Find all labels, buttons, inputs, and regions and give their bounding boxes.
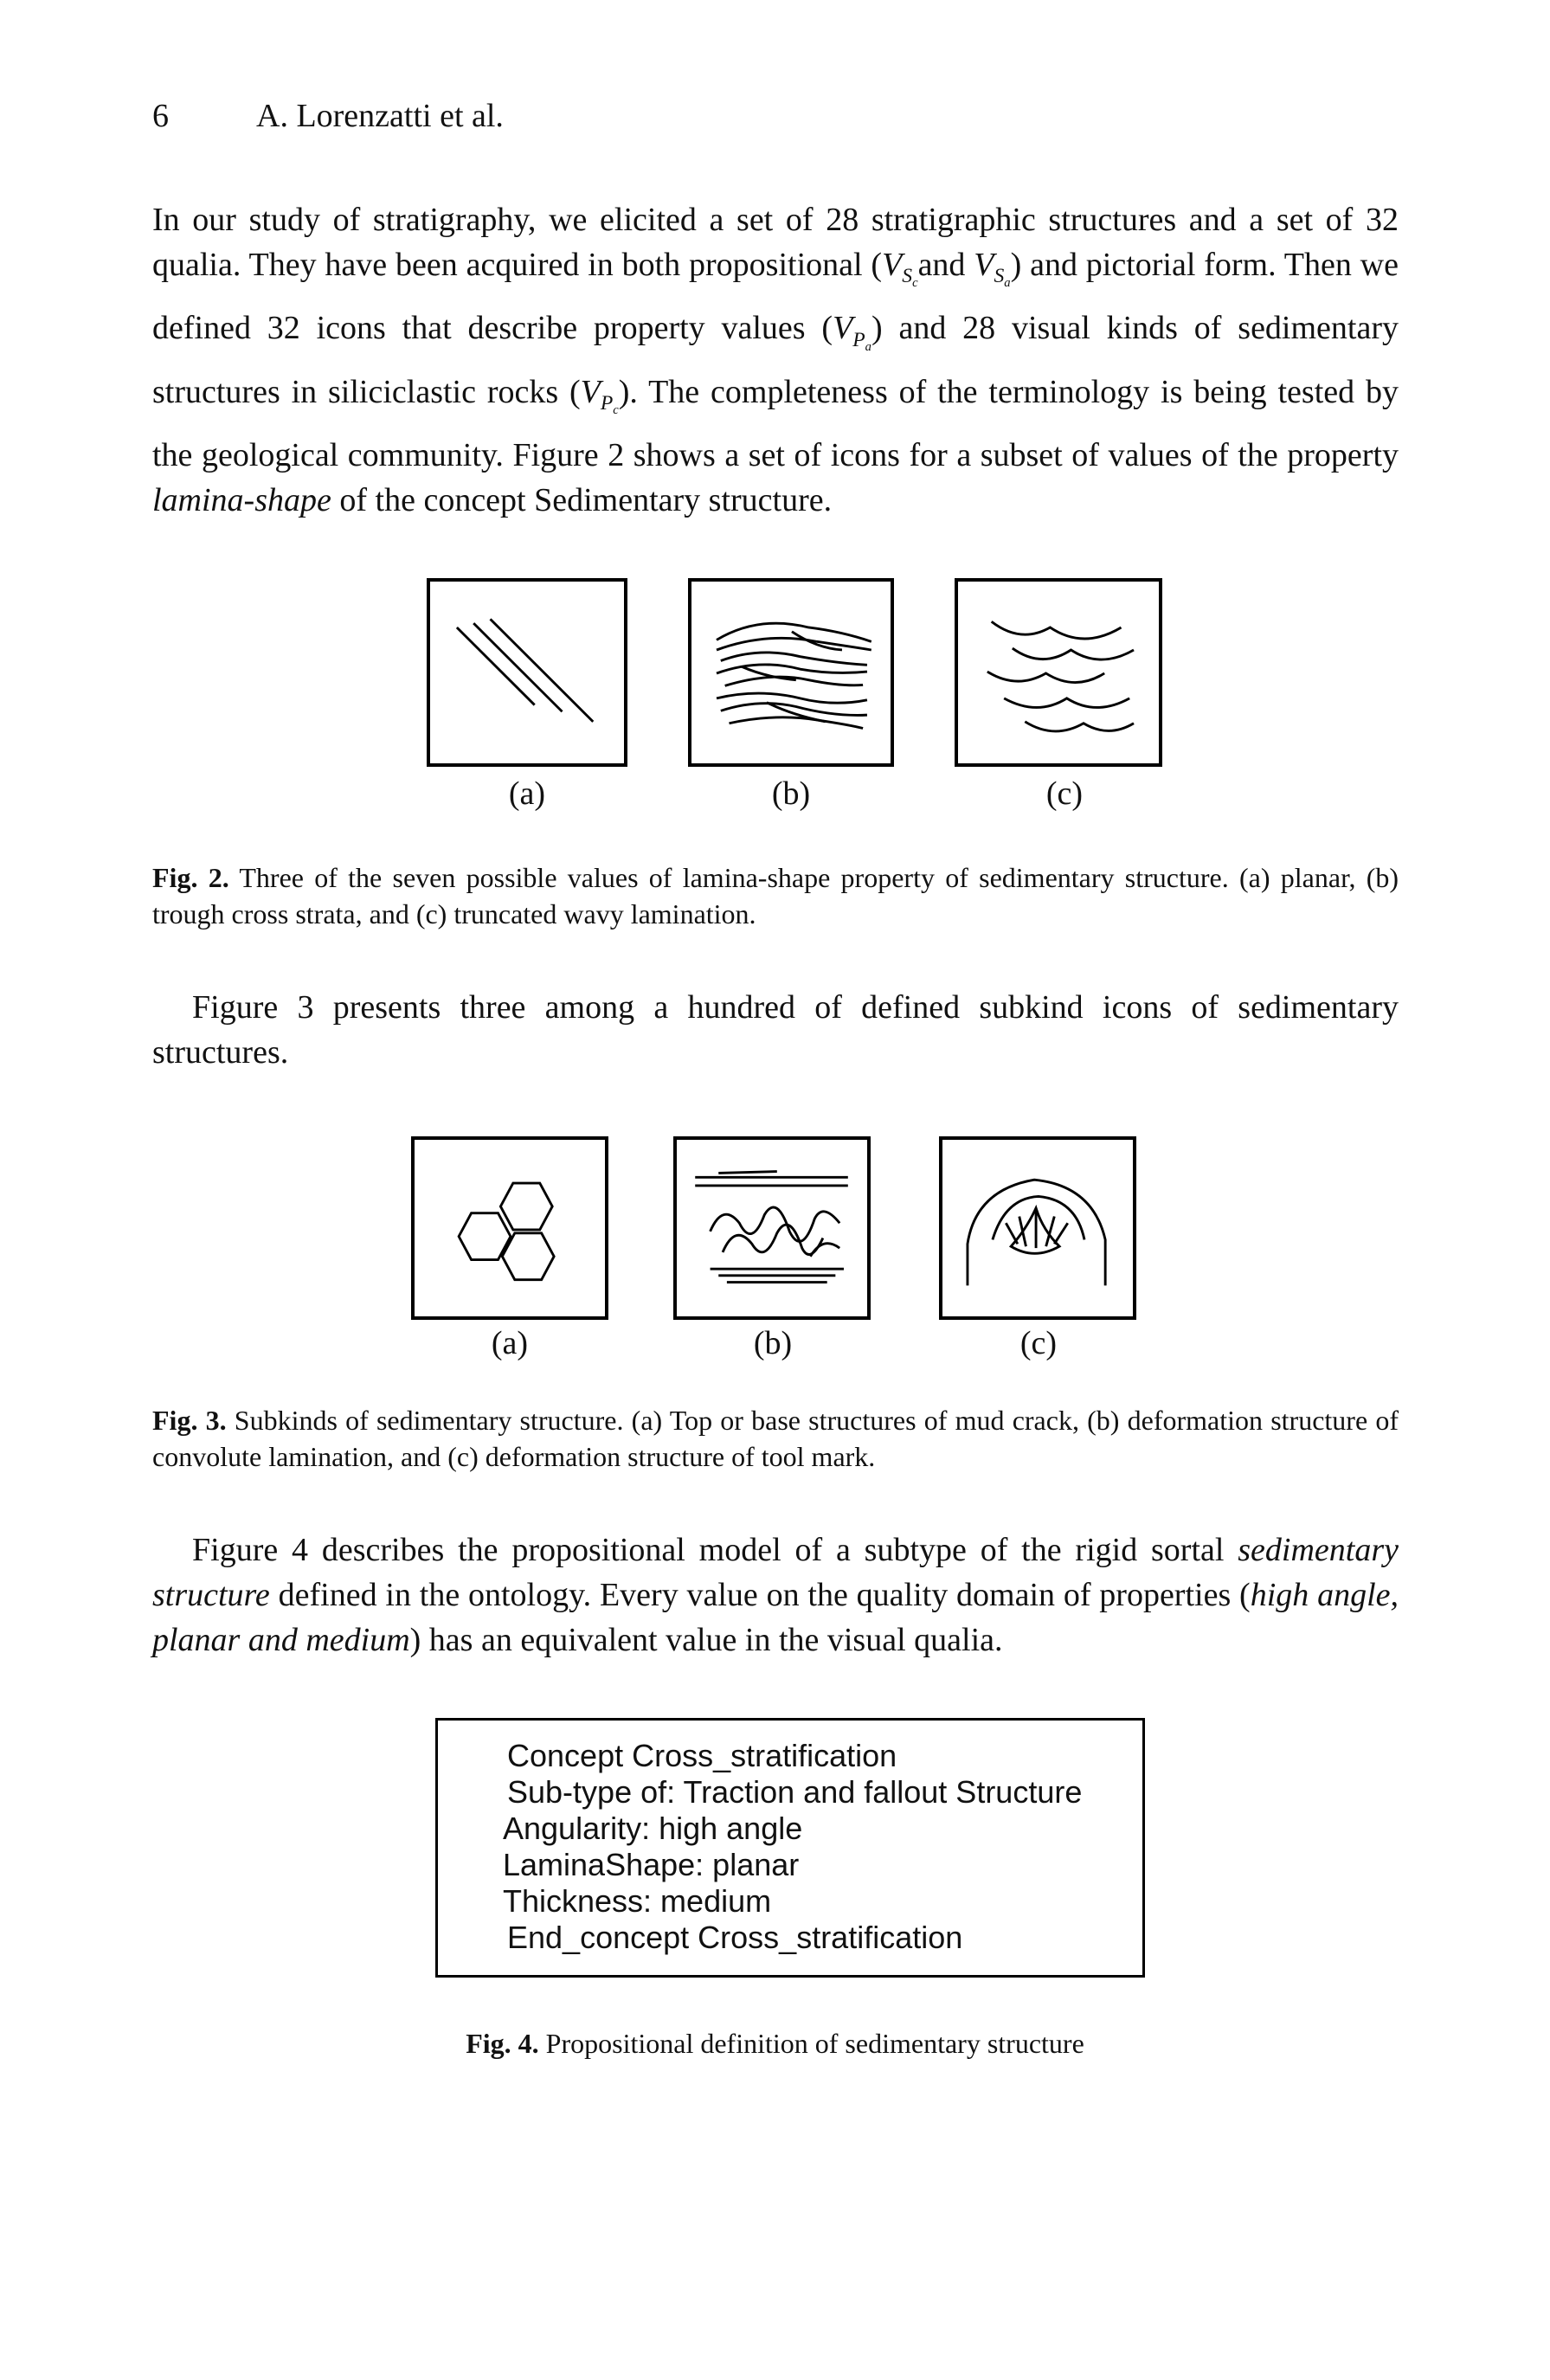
paragraph-3 [152,1528,1399,1663]
fig3-label-a: (a) [491,1325,529,1361]
var-v-sc: $V_{S_c}$ [882,247,918,291]
planar-lamination-icon [427,578,627,767]
prop-line-angularity: Angularity: high angle [503,1811,803,1846]
var-v-sa: $V_{S_a}$ [974,247,1011,291]
term-quality-values: high angle, planar and medium [152,1577,1399,1658]
paragraph-1-text-a: In our study of stratigraphy, we elicited a set of 28 stratigraphic structures and a set of 32 qualia. They have been acquired in both propositional ( [152,202,1399,283]
fig2-label-a: (a) [508,775,546,812]
fig2-caption [152,859,1399,932]
convolute-lamination-icon [673,1136,871,1320]
mud-crack-icon [411,1136,608,1320]
truncated-wavy-lamination-icon [955,578,1162,767]
running-authors: A. Lorenzatti et al. [256,98,504,134]
fig3-caption-text: Subkinds of sedimentary structure. (a) Top or base structures of mud crack, (b) deformation structure of convolute lamination, and (c) deformation structure of tool mark. [152,1405,1399,1472]
fig4-caption [0,2025,1550,2062]
term-lamina-shape: lamina-shape [152,482,331,519]
prop-line-thickness: Thickness: medium [503,1883,772,1919]
running-header [152,97,504,135]
prop-line-concept: Concept Cross_stratification [507,1738,897,1773]
fig2-label-c: (c) [1045,775,1084,812]
prop-line-end-concept: End_concept Cross_stratification [507,1920,963,1955]
var-v-pa: $V_{P_a}$ [833,310,871,354]
prop-line-laminashape: LaminaShape: planar [503,1847,800,1882]
paragraph-3-text-b: defined in the ontology. Every value on the quality domain of properties ( [269,1577,1251,1613]
page-number: 6 [152,98,169,134]
fig3-label-b: (b) [753,1325,793,1361]
paragraph-1-text-c: ) and pictorial form. Then we defined 32 icons that describe property values ( [152,247,1399,347]
paragraph-1-text-e: ). The completeness of the terminology is being tested by the geological community. Figure 2 shows a set of icons for a subset of values of the property [152,373,1399,474]
prop-line-subtype: Sub-type of: Traction and fallout Structure [507,1774,1083,1810]
term-sedimentary-structure: sedimentary structure [152,1532,1399,1613]
paragraph-1-text-d: ) and 28 visual kinds of sedimentary structures in siliciclastic rocks ( [152,310,1399,410]
fig3-label-c: (c) [1019,1325,1058,1361]
fig2-caption-label: Fig. 2. [152,862,229,893]
paragraph-1-text-b: and [917,247,974,283]
propositional-definition-box [435,1718,1145,1978]
paragraph-1-text-f: of the concept Sedimentary structure. [331,482,833,519]
fig3-caption [152,1402,1399,1475]
paragraph-1 [152,197,1399,523]
paragraph-3-text-a: Figure 4 describes the propositional model of a subtype of the rigid sortal [192,1532,1238,1568]
fig2-caption-text: Three of the seven possible values of lamina-shape property of sedimentary structure. (a) planar, (b) trough cross strata, and (c) truncated wavy lamination. [152,862,1399,929]
fig4-caption-text: Propositional definition of sedimentary structure [538,2028,1084,2059]
paragraph-2: Figure 3 presents three among a hundred of defined subkind icons of sedimentary structures. [152,989,1399,1071]
fig4-caption-label: Fig. 4. [466,2028,539,2059]
tool-mark-icon [939,1136,1136,1320]
fig3-caption-label: Fig. 3. [152,1405,227,1436]
var-v-pc: $V_{P_c}$ [580,373,619,418]
fig2-label-b: (b) [771,775,811,812]
paragraph-3-text-c: ) has an equivalent value in the visual qualia. [409,1622,1003,1658]
trough-cross-strata-icon [688,578,894,767]
